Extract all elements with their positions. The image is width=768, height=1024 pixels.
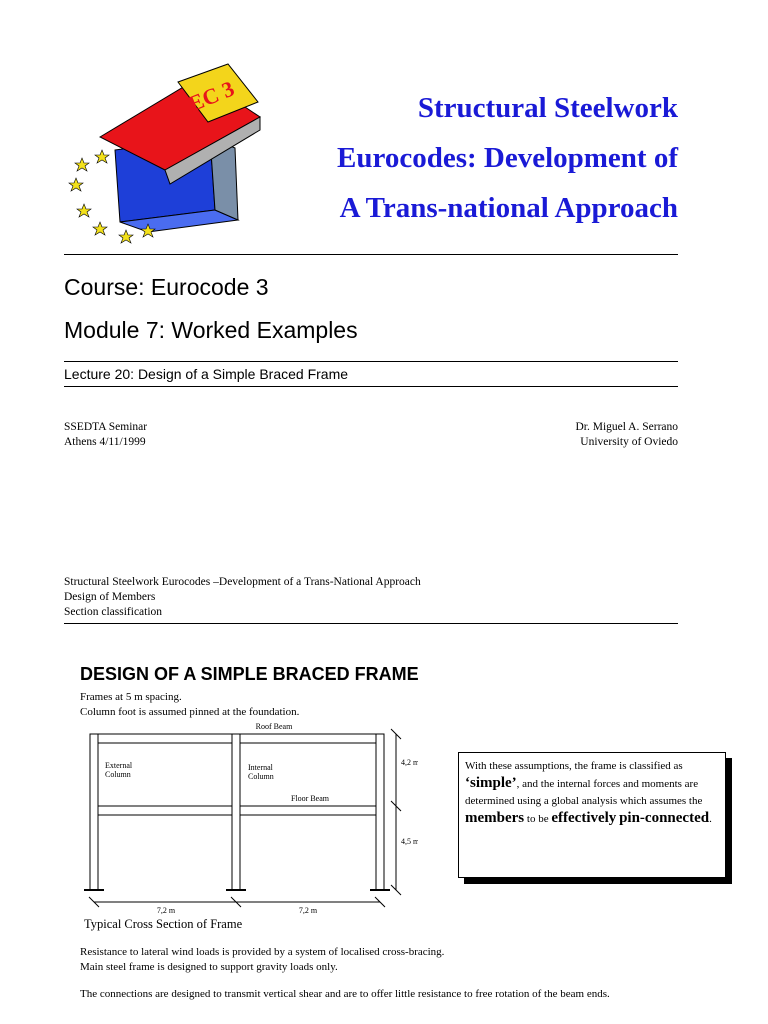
seminar-info	[64, 420, 147, 450]
note-pin-connected: pin-connected	[619, 810, 710, 826]
title-line-2: Eurocodes: Development of	[337, 142, 678, 174]
footer-line-1: Structural Steelwork Eurocodes –Development of a Trans-National Approach	[64, 576, 421, 588]
internal-column-label-2: Column	[248, 772, 274, 781]
seminar-date: Athens 4/11/1999	[64, 436, 146, 448]
title-line-1: Structural Steelwork	[417, 92, 678, 124]
note-text-4: .	[709, 813, 712, 825]
diagram-caption: Typical Cross Section of Frame	[84, 917, 243, 931]
floor-beam-label: Floor Beam	[291, 794, 329, 803]
body-line-3: The connections are designed to transmit vertical shear and are to offer little resistance to free rotation of the beam ends.	[80, 988, 610, 1000]
note-simple: ‘simple’	[465, 775, 517, 791]
body-line-2: Main steel frame is designed to support gravity loads only.	[80, 961, 338, 973]
module-title: Module 7: Worked Examples	[64, 317, 358, 343]
classification-note	[458, 752, 726, 878]
title-line-3: A Trans-national Approach	[339, 192, 678, 224]
course-footer-block	[64, 575, 421, 620]
footer-line-3: Section classification	[64, 606, 163, 618]
seminar-name: SSEDTA Seminar	[64, 421, 148, 433]
slide-intro	[80, 690, 299, 720]
body-line-1: Resistance to lateral wind loads is provided by a system of localised cross-bracing.	[80, 946, 445, 958]
footer-line-2: Design of Members	[64, 591, 156, 603]
author-affiliation: University of Oviedo	[580, 436, 678, 448]
intro-line-1: Frames at 5 m spacing.	[80, 691, 182, 703]
roof-beam-label: Roof Beam	[255, 722, 293, 731]
dim-lower-label: 4,5 m	[401, 837, 418, 846]
note-text-3: to be	[526, 813, 549, 825]
author-info	[575, 420, 678, 450]
note-text-2: , and the internal forces and moments are determined using a global analysis which assumes the	[465, 778, 703, 807]
note-effectively: effectively	[551, 810, 617, 826]
intro-line-2: Column foot is assumed pinned at the foundation.	[80, 706, 300, 718]
column-right	[376, 734, 384, 890]
logo-text: EC 3	[184, 75, 238, 117]
column-middle	[232, 734, 240, 890]
external-column-label-1: External	[105, 761, 133, 770]
lecture-top-rule	[64, 361, 678, 362]
span-right-label: 7,2 m	[298, 906, 318, 915]
footer-divider	[64, 623, 678, 624]
slide-body	[80, 945, 444, 975]
dim-upper-label: 4,2 m	[401, 758, 418, 767]
author-name: Dr. Miguel A. Serrano	[575, 421, 678, 433]
ec3-logo	[60, 62, 275, 252]
note-members: members	[465, 810, 525, 826]
note-text-1: With these assumptions, the frame is classified as	[465, 760, 683, 772]
external-column-label-2: Column	[105, 770, 131, 779]
internal-column-label-1: Internal	[248, 763, 273, 772]
course-title: Course: Eurocode 3	[64, 274, 269, 300]
lecture-bottom-rule	[64, 386, 678, 387]
frame-diagram	[78, 718, 418, 918]
lecture-title: Lecture 20: Design of a Simple Braced Frame	[64, 366, 349, 382]
slide-heading: DESIGN OF A SIMPLE BRACED FRAME	[80, 664, 419, 684]
column-left	[90, 734, 98, 890]
header-divider	[64, 254, 678, 255]
span-left-label: 7,2 m	[156, 906, 176, 915]
